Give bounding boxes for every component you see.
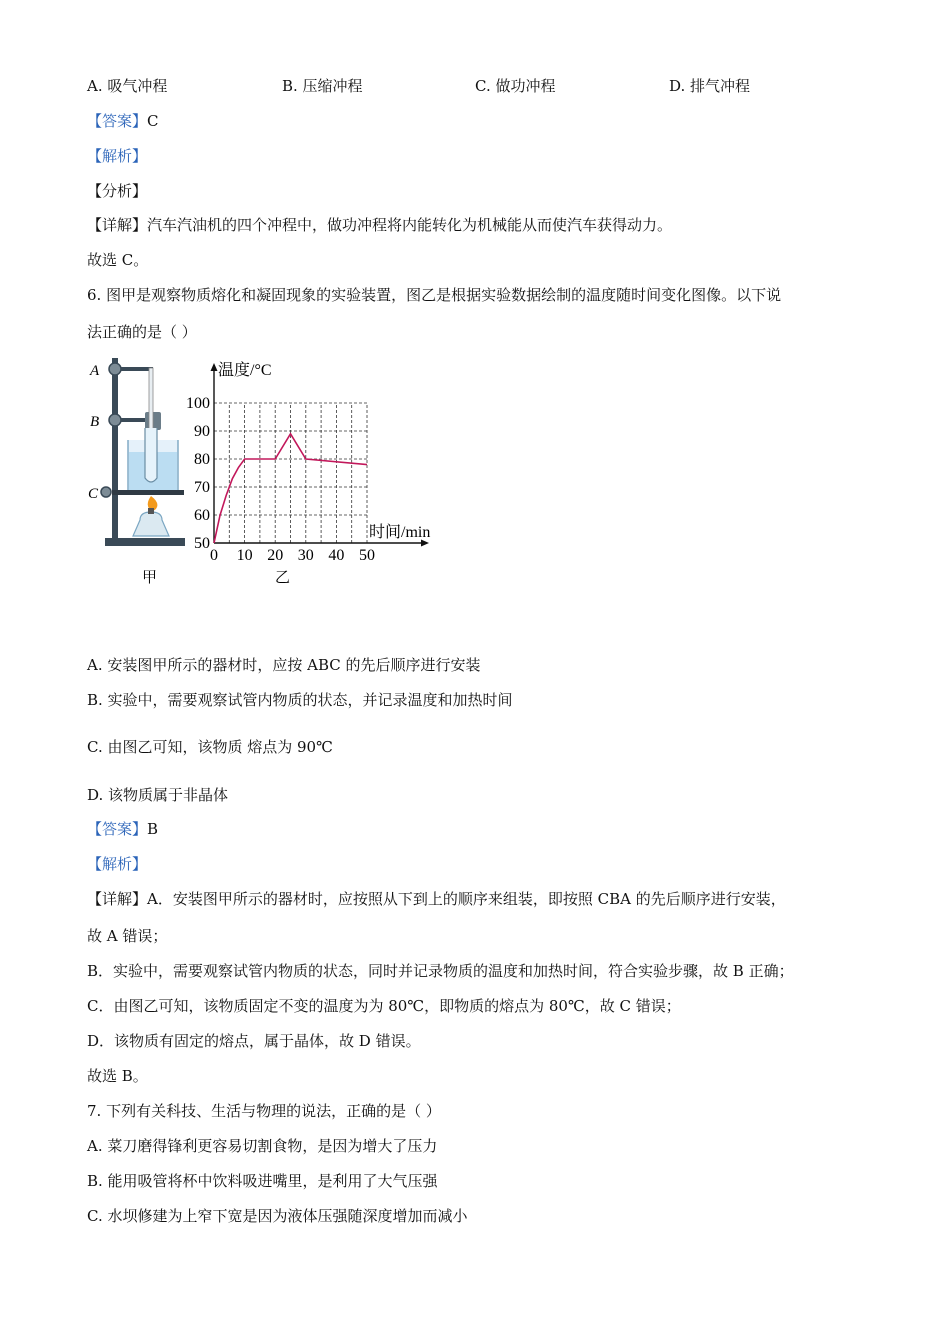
q6-detail-a1 [87, 889, 786, 909]
y-tick-label: 70 [194, 479, 210, 496]
y-tick-label: 60 [194, 507, 210, 524]
x-tick-label: 0 [210, 547, 218, 564]
q6-answer [87, 819, 158, 839]
q6-stem-line1: 6. 图甲是观察物质熔化和凝固现象的实验装置，图乙是根据实验数据绘制的温度随时间变化图像。以下说 [87, 286, 782, 304]
q6-detail-d: D．该物质有固定的熔点，属于晶体，故 D 错误。 [87, 1032, 421, 1050]
q6-option-d: D. 该物质属于非晶体 [87, 786, 229, 804]
x-tick-label: 40 [328, 547, 345, 564]
y-tick-label: 50 [194, 535, 210, 552]
chart-ylabel: 温度/°C [218, 362, 272, 379]
q5-fenxi-label: 【分析】 [87, 182, 148, 200]
figure-label-yi: 乙 [275, 570, 291, 586]
q6-option-b: B. 实验中，需要观察试管内物质的状态，并记录温度和加热时间 [87, 691, 513, 709]
apparatus-figure [85, 352, 195, 587]
q5-answer-label: 【答案】 [87, 112, 148, 130]
x-tick-label: 10 [236, 547, 253, 564]
q6-answer-label: 【答案】 [87, 820, 148, 838]
q7-option-a: A. 菜刀磨得锋利更容易切割食物，是因为增大了压力 [87, 1137, 438, 1155]
y-axis-arrow [211, 363, 218, 371]
q7-option-c: C. 水坝修建为上窄下宽是因为液体压强随深度增加而减小 [87, 1207, 468, 1225]
clamp-b [109, 414, 121, 426]
y-tick-label: 90 [194, 423, 210, 440]
q5-option-d: D. 排气冲程 [669, 77, 751, 95]
q6-detail-b: B．实验中，需要观察试管内物质的状态，同时并记录物质的温度和加热时间，符合实验步骤，故 B 正确； [87, 962, 794, 980]
label-c: C [88, 486, 99, 502]
q6-answer-value: B [147, 820, 159, 838]
q5-answer-value: C [147, 112, 159, 130]
x-tick-label: 50 [359, 547, 375, 564]
q5-option-b: B. 压缩冲程 [282, 77, 363, 95]
test-tube [145, 428, 157, 482]
clamp-c [101, 487, 111, 497]
q6-conclusion: 故选 B。 [87, 1067, 148, 1085]
q5-answer [87, 111, 159, 131]
x-tick-label: 30 [297, 547, 314, 564]
q6-detail-label: 【详解】 [87, 890, 148, 908]
chart-xlabel: 时间/min [369, 524, 431, 541]
q7-stem: 7. 下列有关科技、生活与物理的说法，正确的是（ ） [87, 1102, 441, 1120]
chart-grid [214, 403, 367, 543]
q5-option-c: C. 做功冲程 [475, 77, 556, 95]
alcohol-lamp [133, 512, 169, 536]
clamp-a [109, 363, 121, 375]
q6-stem-line2: 法正确的是（ ） [87, 323, 197, 341]
q5-detail-label: 【详解】 [87, 216, 148, 234]
y-tick-label: 80 [194, 451, 210, 468]
q6-detail-a2: 故 A 错误； [87, 927, 168, 945]
q6-detail-a1-text: A．安装图甲所示的器材时，应按照从下到上的顺序来组装，即按照 CBA 的先后顺序进行安装， [147, 890, 786, 908]
y-tick-label: 100 [186, 395, 210, 412]
temperature-chart [180, 352, 450, 587]
q5-conclusion: 故选 C。 [87, 251, 149, 269]
label-a: A [90, 363, 100, 379]
q6-detail-c: C．由图乙可知，该物质固定不变的温度为为 80℃，即物质的熔点为 80℃，故 C 错误； [87, 997, 681, 1015]
figure-label-jia: 甲 [142, 570, 158, 586]
chart-axes [211, 363, 430, 547]
q6-option-c: C. 由图乙可知，该物质 熔点为 90℃ [87, 738, 333, 756]
q6-analysis-label: 【解析】 [87, 855, 148, 873]
q6-option-a: A. 安装图甲所示的器材时，应按 ABC 的先后顺序进行安装 [87, 656, 481, 674]
x-tick-label: 20 [267, 547, 284, 564]
q7-option-b: B. 能用吸管将杯中饮料吸进嘴里，是利用了大气压强 [87, 1172, 438, 1190]
q5-detail [87, 215, 672, 235]
q5-detail-text: 汽车汽油机的四个冲程中，做功冲程将内能转化为机械能从而使汽车获得动力。 [147, 216, 673, 234]
stand-rod [112, 358, 118, 544]
label-b: B [90, 414, 100, 430]
q5-option-a: A. 吸气冲程 [87, 77, 168, 95]
q5-analysis-label: 【解析】 [87, 147, 148, 165]
